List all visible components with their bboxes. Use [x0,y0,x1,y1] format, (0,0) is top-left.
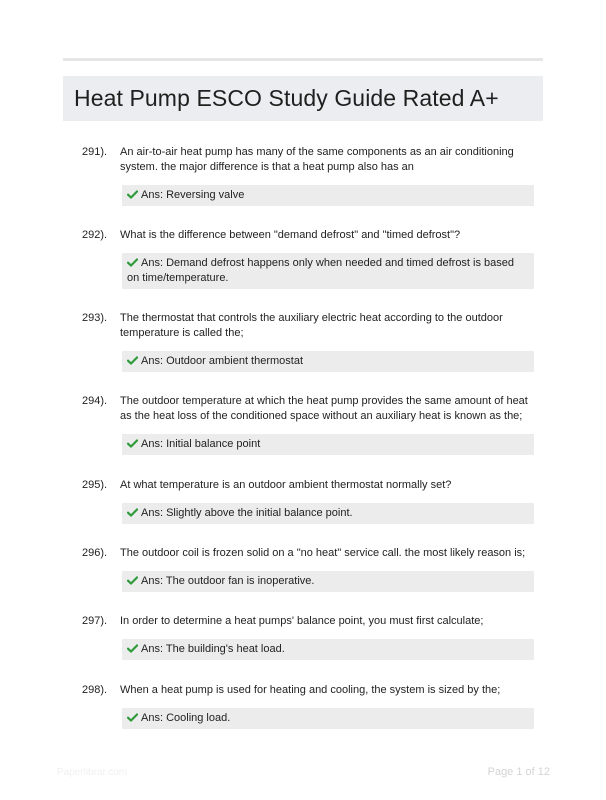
answer-text: Ans: Slightly above the initial balance point. [141,507,353,519]
check-icon [127,576,138,585]
question-number: 296). [82,547,108,559]
answer-text: Ans: The outdoor fan is inoperative. [141,575,315,587]
check-icon [127,713,138,722]
answer-text: Ans: Reversing valve [141,189,245,201]
answer-text: Ans: Outdoor ambient thermostat [141,355,304,367]
check-icon [127,356,138,365]
top-divider [63,58,543,61]
answer-box [122,571,534,592]
answer-box [122,253,534,289]
answer-text: Ans: Initial balance point [141,438,261,450]
question-number: 291). [82,146,108,158]
question-number: 297). [82,615,108,627]
question-text: The outdoor coil is frozen solid on a "no heat" service call. the most likely reason is; [120,547,526,559]
answer-text: Ans: The building's heat load. [141,643,285,655]
question-text: When a heat pump is used for heating and cooling, the system is sized by the; [120,684,501,696]
footer-watermark: Paperlibrar.com [57,767,128,778]
check-icon [127,258,138,267]
answer-box [122,351,534,372]
question-text: In order to determine a heat pumps' balance point, you must first calculate; [120,615,484,627]
answer-box [122,434,534,455]
question-text: The thermostat that controls the auxiliary electric heat according to the outdoor temperature is called the; [120,312,503,339]
check-icon [127,508,138,517]
answer-box [122,708,534,729]
question-number: 294). [82,395,108,407]
answer-box [122,503,534,524]
check-icon [127,644,138,653]
check-icon [127,439,138,448]
check-icon [127,190,138,199]
title-bar [63,76,543,121]
answer-text: Ans: Demand defrost happens only when needed and timed defrost is based on time/temperature. [127,257,515,284]
question-text: What is the difference between "demand defrost" and "timed defrost"? [120,229,461,241]
question-number: 298). [82,684,108,696]
question-text: An air-to-air heat pump has many of the same components as an air conditioning system. the major difference is that a heat pump also has an [120,146,514,173]
answer-box [122,185,534,206]
page-number: Page 1 of 12 [487,766,550,778]
question-text: At what temperature is an outdoor ambient thermostat normally set? [120,479,452,491]
question-number: 295). [82,479,108,491]
question-number: 292). [82,229,108,241]
answer-box [122,639,534,660]
question-text: The outdoor temperature at which the heat pump provides the same amount of heat as the heat loss of the conditioned space without an auxiliary heat is known as the; [120,395,528,422]
question-number: 293). [82,312,108,324]
answer-text: Ans: Cooling load. [141,712,231,724]
page-title: Heat Pump ESCO Study Guide Rated A+ [74,85,499,111]
